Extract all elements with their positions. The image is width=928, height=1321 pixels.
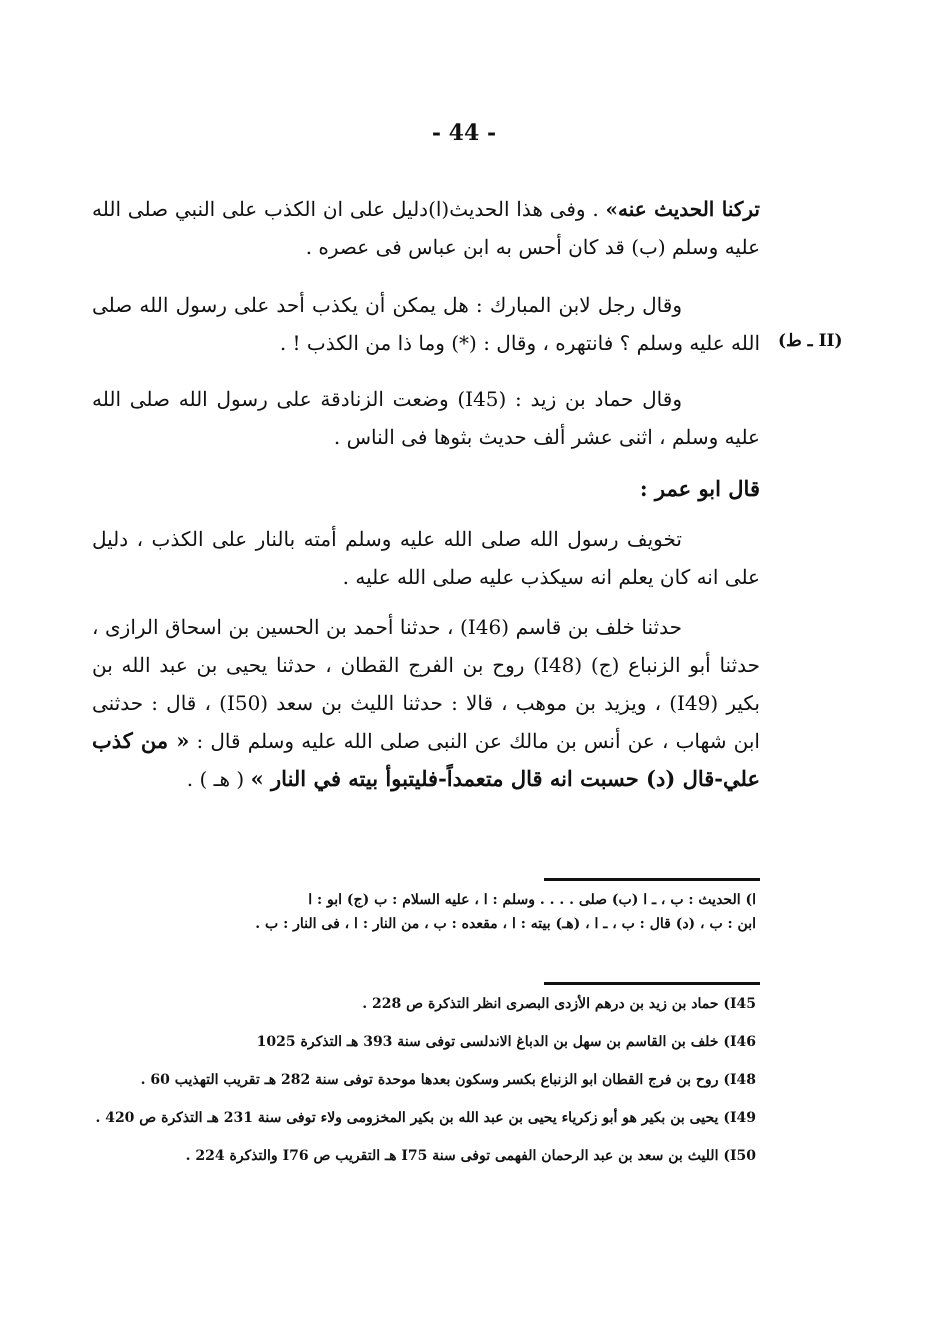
biographical-notes xyxy=(92,992,756,1182)
paragraph-4 xyxy=(92,520,760,596)
notes-divider xyxy=(544,982,760,985)
paragraph-4-text: تخويف رسول الله صلى الله عليه وسلم أمته بالنار على الكذب ، دليل على انه كان يعلم انه سيكذب عليه صلى الله عليه . xyxy=(92,527,760,589)
paragraph-2-text: وقال رجل لابن المبارك : هل يمكن أن يكذب أحد على رسول الله صلى الله عليه وسلم ؟ فانتهره ، وقال : (*) وما ذا من الكذب ! . xyxy=(92,293,760,355)
paragraph-1-bold-start: تركنا الحديث عنه» xyxy=(605,197,760,221)
paragraph-3-text: وقال حماد بن زيد : (I45) وضعت الزنادقة على رسول الله صلى الله عليه وسلم ، اثنى عشر ألف حديث بثوها فى الناس . xyxy=(92,387,760,449)
note-146: I46) خلف بن القاسم بن سهل بن الدباغ الاندلسى توفى سنة 393 هـ التذكرة 1025 xyxy=(256,1034,756,1050)
critical-apparatus xyxy=(100,888,756,936)
apparatus-divider xyxy=(544,878,760,881)
note-150: I50) الليث بن سعد بن عبد الرحمان الفهمى توفى سنة I75 هـ التقريب ص I76 والتذكرة 224 . xyxy=(185,1148,756,1164)
page-number: - 44 - xyxy=(431,120,497,146)
section-heading: قال ابو عمر : xyxy=(639,476,760,501)
paragraph-1-text: . وفى هذا الحديث(ا)دليل على ان الكذب على النبي صلى الله عليه وسلم (ب) قد كان أحس به ابن عباس فى عصره . xyxy=(92,197,760,259)
paragraph-5-text: حدثنا خلف بن قاسم (I46) ، حدثنا أحمد بن الحسين بن اسحاق الرازى ، حدثنا أبو الزنباع (ج) (I48) روح بن الفرج القطان ، حدثنا يحيى بن عبد الله بن بكير (I49) ، ويزيد بن موهب ، قالا : حدثنا الليث بن سعد (I50) ، قال : حدثنى ابن شهاب ، عن أنس بن مالك عن النبى صلى الله عليه وسلم قال : xyxy=(92,615,761,753)
note-145: I45) حماد بن زيد بن درهم الأزدى البصرى انظر التذكرة ص 228 . xyxy=(362,996,756,1012)
apparatus-line-2: ابن : ب ، (د) قال : ب ، ـ ا ، (هـ) بيته : ا ، مقعده : ب ، من النار : ا ، فى النار : ب . xyxy=(255,916,756,932)
apparatus-line-1: ا) الحديث : ب ، ـ ا (ب) صلى . . . . وسلم : ا ، عليه السلام : ب (ج) ابو : ا xyxy=(308,892,756,908)
margin-side-note: (II ـ ط) xyxy=(778,331,843,351)
paragraph-3 xyxy=(92,380,760,456)
paragraph-1 xyxy=(92,190,760,266)
paragraph-2 xyxy=(92,286,760,362)
note-148: I48) روح بن فرج القطان ابو الزنباع بكسر وسكون بعدها موحدة توفى سنة 282 هـ تقريب التهذيب 60 . xyxy=(140,1072,756,1088)
hadith-quote: « من كذب علي-قال (د) حسبت انه قال متعمداً-فليتبوأ بيته في النار » xyxy=(92,728,760,791)
paragraph-5-end: ( هـ ) . xyxy=(186,767,251,791)
paragraph-5 xyxy=(92,608,760,798)
note-149: I49) يحيى بن بكير هو أبو زكرياء يحيى بن عبد الله بن بكير المخزومى ولاء توفى سنة 231 هـ التذكرة ص 420 . xyxy=(95,1110,756,1126)
